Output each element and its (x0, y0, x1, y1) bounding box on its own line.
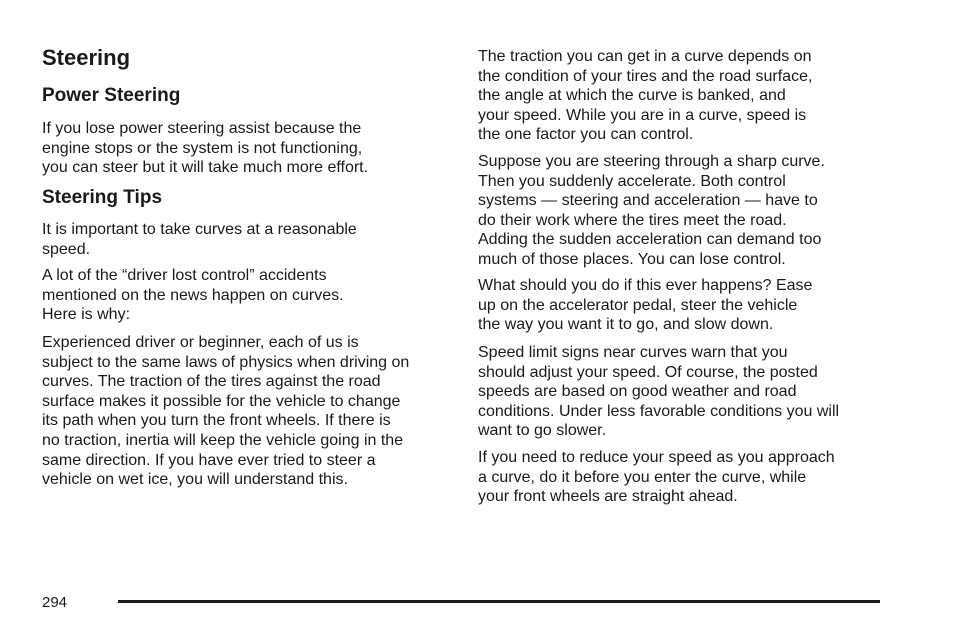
right-paragraph-5: If you need to reduce your speed as you approach a curve, do it before you enter the curve, while your front wheels are straight ahead. (478, 449, 835, 506)
right-paragraph-4: Speed limit signs near curves warn that you should adjust your speed. Of course, the posted speeds are based on good weather and road conditions. Under less favorable conditions you will want to go slower. (478, 344, 840, 440)
steering-tips-paragraph-3: Experienced driver or beginner, each of us is subject to the same laws of physics when driving on curves. The traction of the tires against the road surface makes it possible for the vehicle to change its path when you turn the front wheels. If there is no traction, inertia will keep the vehicle going in the same direction. If you have ever tried to steer a vehicle on wet ice, you will understand this. (42, 334, 410, 489)
power-steering-heading: Power Steering (42, 85, 181, 106)
right-paragraph-3: What should you do if this ever happens? Ease up on the accelerator pedal, steer the vehicle the way you want it to go, and slow down. (478, 277, 813, 334)
footer-rule (118, 600, 880, 603)
steering-tips-heading: Steering Tips (42, 187, 163, 208)
power-steering-paragraph: If you lose power steering assist because the engine stops or the system is not functioning, you can steer but it will take much more effort. (42, 120, 369, 177)
page-number: 294 (42, 594, 68, 611)
section-title: Steering (42, 45, 131, 70)
steering-tips-paragraph-2: A lot of the “driver lost control” accidents mentioned on the news happen on curves. Here is why: (42, 267, 344, 324)
steering-tips-paragraph-1: It is important to take curves at a reasonable speed. (42, 221, 357, 258)
right-paragraph-1: The traction you can get in a curve depends on the condition of your tires and the road surface, the angle at which the curve is banked, and your speed. While you are in a curve, speed is the one factor you can control. (478, 48, 813, 144)
right-paragraph-2: Suppose you are steering through a sharp curve. Then you suddenly accelerate. Both control systems — steering and acceleration — have to do their work where the tires meet the road. Adding the sudden acceleration can demand too much of those places. You can lose control. (478, 153, 825, 268)
